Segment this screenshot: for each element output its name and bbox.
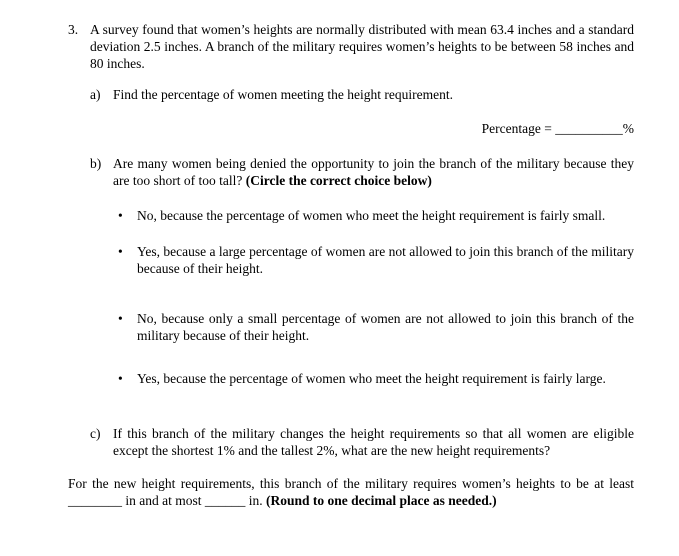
bullet-icon: • xyxy=(118,311,123,326)
problem-body xyxy=(90,21,634,459)
part-a-prompt: Find the percentage of women meeting the height requirement. xyxy=(113,87,454,102)
percentage-label: Percentage = xyxy=(481,121,556,136)
part-b-prompt xyxy=(113,155,634,189)
choice-text-1: No, because the percentage of women who meet the height requirement is fairly small. xyxy=(137,208,606,223)
closing-text: For the new height requirements, this branch of the military requires women’s heights to be at least ________ in and at most ______ in. xyxy=(68,476,634,508)
bullet-icon: • xyxy=(118,208,123,223)
part-b-prompt-bold: (Circle the correct choice below) xyxy=(245,173,432,188)
part-b-prompt-text: Are many women being denied the opportunity to join the branch of the military because they are too short of too tall? xyxy=(113,156,634,188)
percent-sign: % xyxy=(622,121,634,136)
part-b-label: b) xyxy=(90,156,102,171)
part-b xyxy=(90,155,634,387)
problem-number: 3. xyxy=(68,22,79,37)
bullet-icon: • xyxy=(118,371,123,386)
closing-bold-note: (Round to one decimal place as needed.) xyxy=(266,493,497,508)
choice-item-4 xyxy=(118,370,634,387)
choice-list xyxy=(118,207,634,387)
part-a xyxy=(90,86,634,103)
part-c-prompt: If this branch of the military changes the height requirements so that all women are eligible except the shortest 1% and the tallest 2%, what are the new height requirements? xyxy=(113,426,634,458)
part-c-label: c) xyxy=(90,426,101,441)
part-c xyxy=(90,425,634,459)
problem-3 xyxy=(68,21,634,459)
choice-text-3: No, because only a small percentage of women are not allowed to join this branch of the military because of their height. xyxy=(137,311,634,343)
percentage-answer-line xyxy=(90,120,634,137)
closing-statement xyxy=(68,475,634,509)
percentage-answer-blank: __________ xyxy=(555,121,623,136)
part-a-label: a) xyxy=(90,87,101,102)
choice-item-3 xyxy=(118,310,634,344)
choice-text-4: Yes, because the percentage of women who meet the height requirement is fairly large. xyxy=(137,371,606,386)
choice-item-1 xyxy=(118,207,634,224)
choice-text-2: Yes, because a large percentage of women are not allowed to join this branch of the military because of their height. xyxy=(137,244,634,276)
problem-intro: A survey found that women’s heights are normally distributed with mean 63.4 inches and a standard deviation 2.5 inches. A branch of the military requires women’s heights to be between 58 inches and 80 inches. xyxy=(90,22,634,71)
choice-item-2 xyxy=(118,243,634,277)
bullet-icon: • xyxy=(118,244,123,259)
